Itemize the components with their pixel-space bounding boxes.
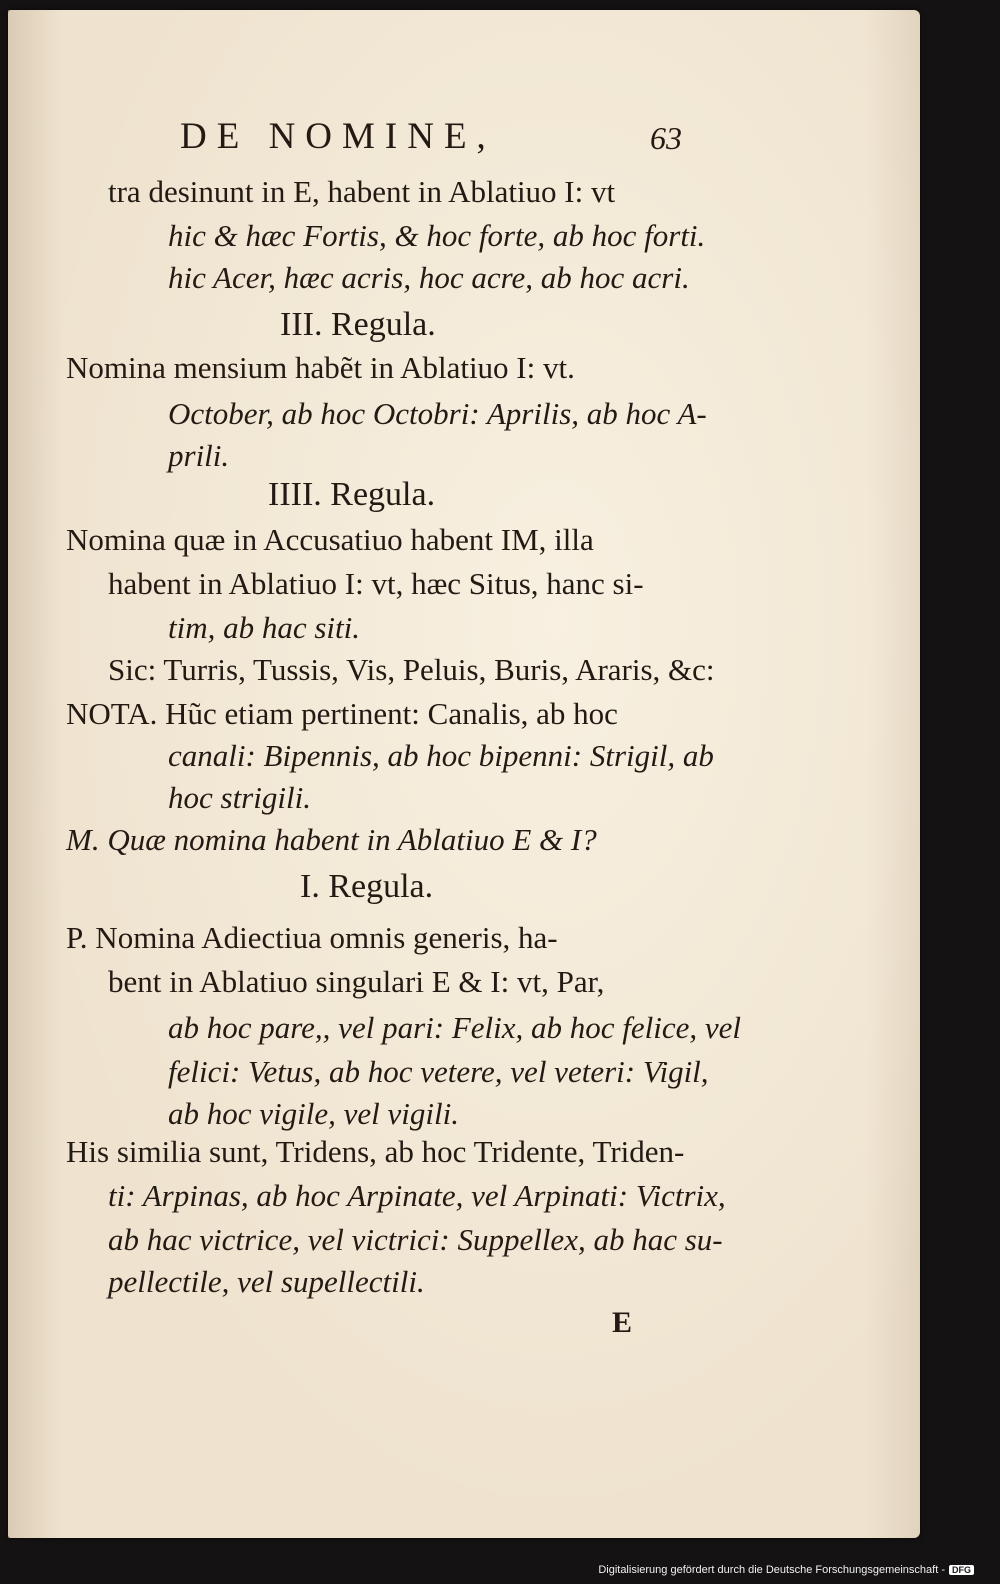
rule-heading: III. Regula. [280, 306, 436, 343]
text-line: hic Acer, hæc acris, hoc acre, ab hoc acri. [168, 260, 690, 295]
answer-line: P. Nomina Adiectiua omnis generis, ha- [66, 920, 558, 955]
text-line: tim, ab hac siti. [168, 610, 361, 645]
signature-mark: E [612, 1306, 633, 1339]
question-line: M. Quæ nomina habent in Ablatiuo E & I? [66, 822, 597, 857]
digitization-credit [598, 1564, 974, 1576]
rule-heading: IIII. Regula. [268, 476, 436, 513]
text-line: Nomina quæ in Accusatiuo habent IM, illa [66, 522, 594, 557]
text-line: Sic: Turris, Tussis, Vis, Peluis, Buris, Araris, &c: [108, 652, 715, 687]
text-line: canali: Bipennis, ab hoc bipenni: Strigil, ab [168, 738, 714, 773]
text-line: ab hoc pare,, vel pari: Felix, ab hoc felice, vel [168, 1010, 742, 1045]
text-line: ti: Arpinas, ab hoc Arpinate, vel Arpinati: Victrix, [108, 1178, 726, 1213]
text-line: hic & hæc Fortis, & hoc forte, ab hoc forti. [168, 218, 706, 253]
text-line: His similia sunt, Tridens, ab hoc Tridente, Triden- [66, 1134, 685, 1169]
text-line: bent in Ablatiuo singulari E & I: vt, Par, [108, 964, 605, 999]
text-line: tra desinunt in E, habent in Ablatiuo I: vt [108, 174, 616, 209]
text-line: habent in Ablatiuo I: vt, hæc Situs, hanc si- [108, 566, 644, 601]
text-line: hoc strigili. [168, 780, 311, 815]
rule-heading: I. Regula. [300, 868, 434, 905]
running-title: DE NOMINE, [180, 116, 496, 157]
text-line: ab hac victrice, vel victrici: Suppellex, ab hac su- [108, 1222, 723, 1257]
text-line: prili. [168, 438, 230, 473]
dfg-logo: DFG [949, 1565, 974, 1575]
text-line: ab hoc vigile, vel vigili. [168, 1096, 459, 1131]
credit-text: Digitalisierung gefördert durch die Deutsche Forschungsgemeinschaft - [598, 1564, 945, 1576]
text-line: Nomina mensium habẽt in Ablatiuo I: vt. [66, 350, 575, 385]
text-line: pellectile, vel supellectili. [108, 1264, 425, 1299]
text-line: October, ab hoc Octobri: Aprilis, ab hoc A- [168, 396, 707, 431]
text-line: felici: Vetus, ab hoc vetere, vel veteri: Vigil, [168, 1054, 709, 1089]
page-number: 63 [650, 120, 682, 156]
nota-line: NOTA. Hũc etiam pertinent: Canalis, ab hoc [66, 696, 618, 731]
